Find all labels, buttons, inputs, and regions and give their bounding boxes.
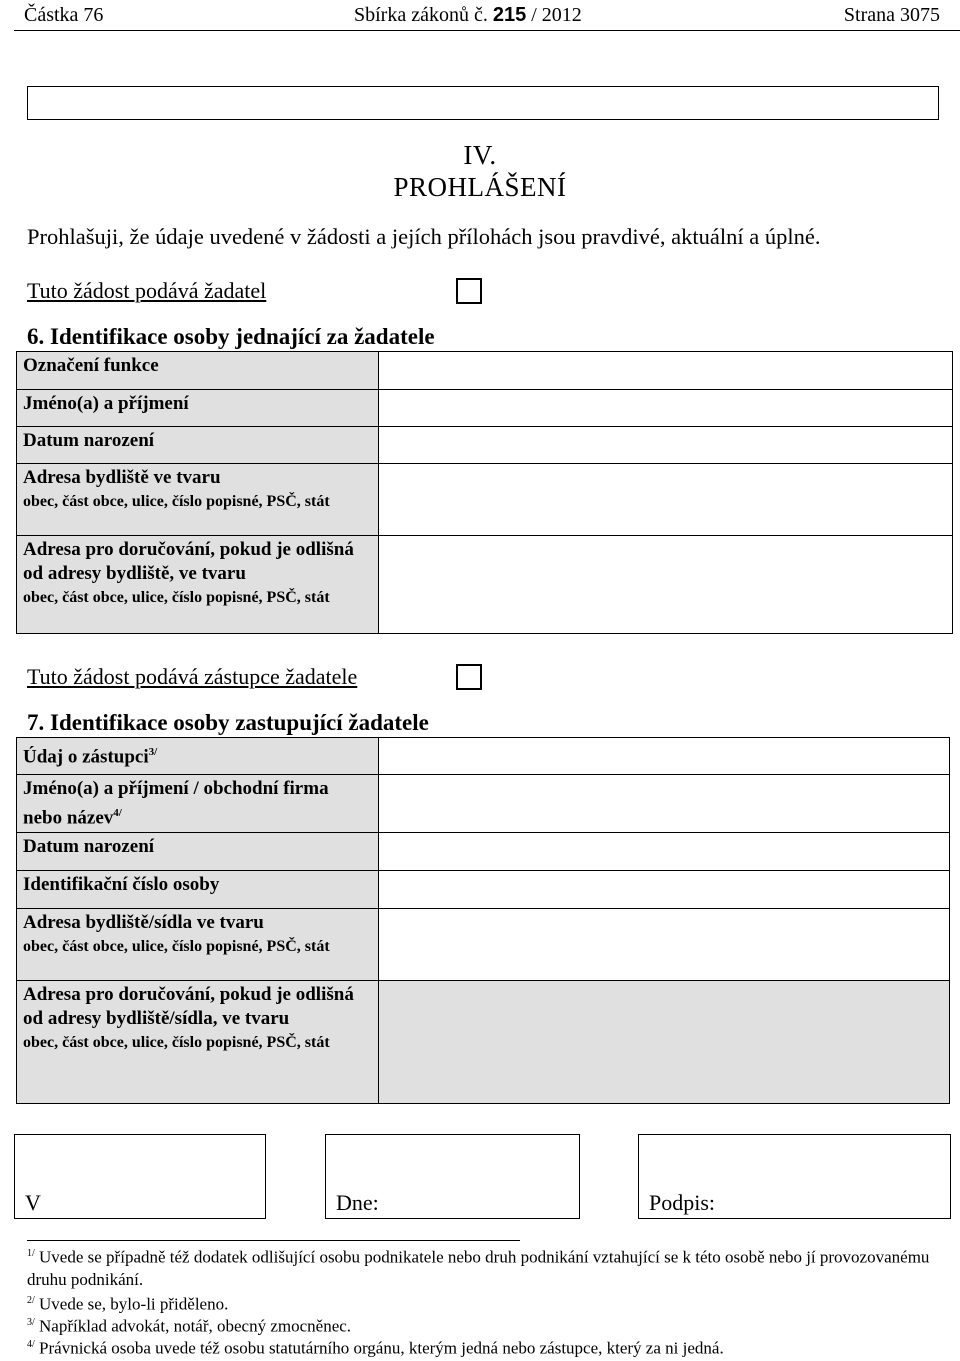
representative-delivery-field[interactable] <box>379 981 950 1104</box>
row-label: Adresa pro doručování, pokud je odlišná od adresy bydliště, ve tvaru obec, část obce, ulice, číslo popisné, PSČ, stát <box>17 536 379 634</box>
header-collection <box>354 4 582 27</box>
birthdate-field[interactable] <box>379 427 953 464</box>
table-row <box>17 833 950 871</box>
table-row <box>17 427 953 464</box>
row-label: Jméno(a) a příjmení <box>17 390 379 427</box>
row-label: Datum narození <box>17 427 379 464</box>
table-row <box>17 390 953 427</box>
place-box[interactable] <box>14 1134 266 1219</box>
footnote-ref: 3/ <box>148 746 158 758</box>
header-collection-year: / 2012 <box>531 4 582 26</box>
delivery-address-field[interactable] <box>379 536 953 634</box>
table-row <box>17 775 950 833</box>
table-row <box>17 464 953 536</box>
section7-table <box>16 737 950 1104</box>
representative-id-field[interactable] <box>379 871 950 909</box>
footnote: $^{4/}$ Právnická osoba uvede též osobu statutárního orgánu, kterým jedná nebo zástupce, který za ni jedná. <box>27 1338 724 1358</box>
signature-box[interactable] <box>638 1134 951 1219</box>
table-row <box>17 871 950 909</box>
row-sublabel: obec, část obce, ulice, číslo popisné, PSČ, stát <box>23 589 330 606</box>
top-input-box[interactable] <box>27 86 939 120</box>
representative-checkbox[interactable] <box>456 664 482 690</box>
header-collection-number: 215 <box>492 4 527 26</box>
row-sublabel: obec, část obce, ulice, číslo popisné, PSČ, stát <box>23 493 330 510</box>
representative-birthdate-field[interactable] <box>379 833 950 871</box>
signature-label: Podpis: <box>649 1190 716 1215</box>
section7-heading: 7. Identifikace osoby zastupující žadatele <box>27 710 429 735</box>
row-label: Identifikační číslo osoby <box>17 871 379 909</box>
row-label: Označení funkce <box>17 352 379 390</box>
place-label: V <box>25 1190 41 1215</box>
table-row <box>17 738 950 775</box>
footnote: $^{1/}$ Uvede se případně též dodatek odlišující osobu podnikatele nebo druh podnikání vztahující se k této osobě nebo jí provozovanému druhu podnikání. <box>27 1247 930 1289</box>
applicant-checkbox[interactable] <box>456 278 482 304</box>
footnote-divider <box>27 1240 520 1241</box>
section6-heading: 6. Identifikace osoby jednající za žadatele <box>27 324 435 349</box>
footnote-ref: 4/ <box>113 807 122 819</box>
representative-residence-field[interactable] <box>379 909 950 981</box>
date-box[interactable] <box>325 1134 580 1219</box>
table-row <box>17 536 953 634</box>
footnote: $^{3/}$ Například advokát, notář, obecný zmocněnec. <box>27 1316 352 1336</box>
header-collection-prefix: Sbírka zákonů č. <box>354 4 488 26</box>
row-label: Adresa bydliště/sídla ve tvaru obec, část obce, ulice, číslo popisné, PSČ, stát <box>17 909 379 981</box>
applicant-option-label: Tuto žádost podává žadatel <box>27 278 267 303</box>
section-title: PROHLÁŠENÍ <box>393 172 567 202</box>
footnote: $^{2/}$ Uvede se, bylo-li přiděleno. <box>27 1294 229 1314</box>
representative-name-field[interactable] <box>379 775 950 833</box>
residence-address-field[interactable] <box>379 464 953 536</box>
representative-info-field[interactable] <box>379 738 950 775</box>
declaration-text: Prohlašuji, že údaje uvedené v žádosti a jejích přílohách jsou pravdivé, aktuální a úplné. <box>27 224 821 249</box>
row-label: Údaj o zástupci$^{3/}$ <box>17 738 379 775</box>
header-divider <box>14 30 960 31</box>
date-label: Dne: <box>336 1190 379 1215</box>
section-number: IV. <box>463 140 497 170</box>
table-row <box>17 909 950 981</box>
row-label: Adresa pro doručování, pokud je odlišná od adresy bydliště/sídla, ve tvaru obec, část obce, ulice, číslo popisné, PSČ, stát <box>17 981 379 1104</box>
row-label: Datum narození <box>17 833 379 871</box>
function-field[interactable] <box>379 352 953 390</box>
representative-option-label: Tuto žádost podává zástupce žadatele <box>27 664 358 689</box>
table-row <box>17 981 950 1104</box>
section6-table <box>16 351 953 634</box>
row-label: Jméno(a) a příjmení / obchodní firma nebo název$^{4/}$ <box>17 775 379 833</box>
row-sublabel: obec, část obce, ulice, číslo popisné, PSČ, stát <box>23 1034 330 1052</box>
row-label: Adresa bydliště ve tvaru obec, část obce, ulice, číslo popisné, PSČ, stát <box>17 464 379 536</box>
header-part: Částka 76 <box>24 4 104 26</box>
header-page: Strana 3075 <box>843 4 940 26</box>
row-sublabel: obec, část obce, ulice, číslo popisné, PSČ, stát <box>23 938 330 956</box>
table-row <box>17 352 953 390</box>
name-field[interactable] <box>379 390 953 427</box>
